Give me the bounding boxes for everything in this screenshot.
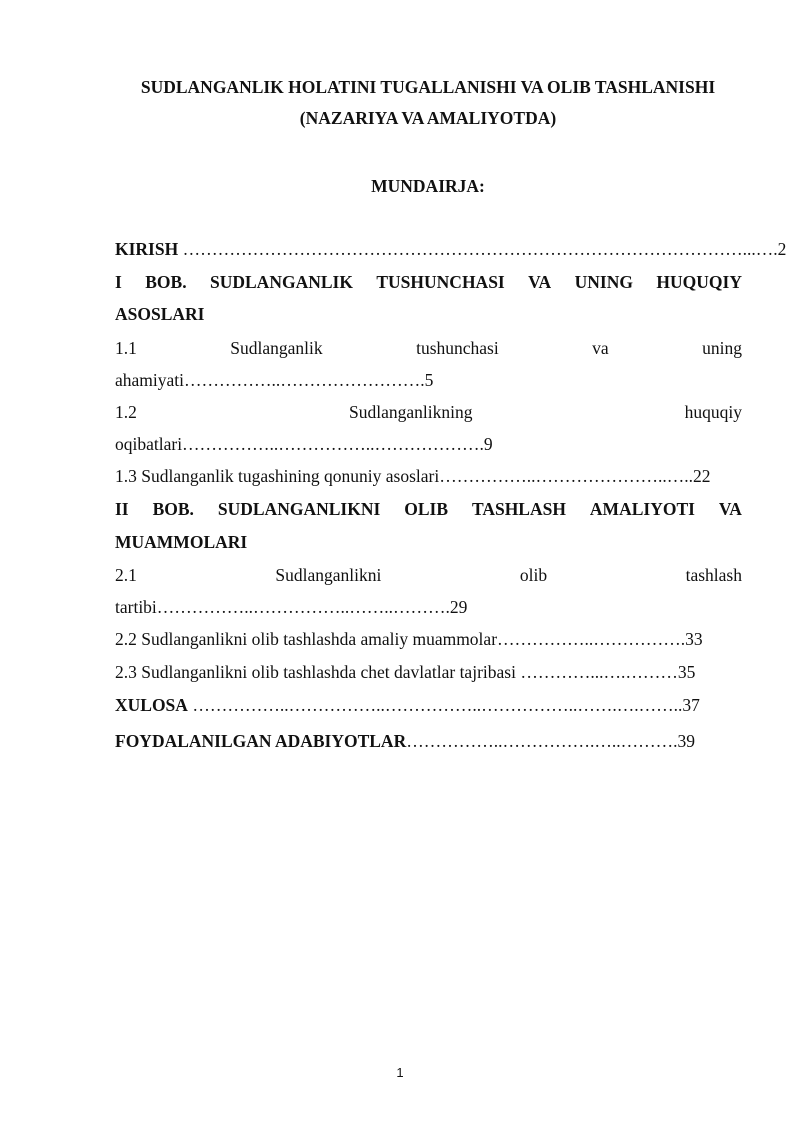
toc-section-word: tushunchasi: [416, 338, 499, 358]
toc-chapter-1-word: UNING: [574, 272, 633, 292]
toc-section-word: Sudlanganlikni: [275, 565, 382, 585]
toc-leader-dots: ……………………………………………………………………………………...…: [178, 239, 774, 259]
toc-section-1-1-line-2: ahamiyati……………..…………………….5: [115, 370, 434, 390]
toc-section-word: huquqiy: [684, 402, 742, 422]
toc-section-word: tashlash: [685, 565, 742, 585]
toc-chapter-2: [115, 498, 742, 520]
toc-chapter-1: [115, 271, 742, 293]
toc-chapter-2-word: TASHLASH: [471, 499, 566, 519]
toc-chapter-2-word: VA: [718, 499, 742, 519]
toc-section-1-1: [115, 337, 742, 359]
toc-section-word: Sudlanganlik: [230, 338, 323, 358]
toc-entry-adabiyotlar: [115, 730, 742, 752]
toc-page-number: .2: [773, 239, 787, 259]
page-title-line-1: SUDLANGANLIK HOLATINI TUGALLANISHI VA OLIB TASHLANISHI: [140, 77, 716, 97]
toc-chapter-2-word: BOB.: [152, 499, 194, 519]
toc-section-word: 2.1: [115, 565, 137, 585]
toc-chapter-1-word: BOB.: [145, 272, 187, 292]
toc-entry-xulosa-label: XULOSA: [115, 695, 188, 715]
toc-entry-adabiyotlar-label: FOYDALANILGAN ADABIYOTLAR: [115, 731, 407, 751]
toc-entry-kirish-label: KIRISH: [115, 239, 179, 259]
toc-heading: MUNDAIRJA:: [371, 176, 485, 196]
toc-chapter-1-line-2: ASOSLARI: [115, 304, 205, 324]
toc-section-1-2: [115, 401, 742, 423]
toc-chapter-1-word: SUDLANGANLIK: [210, 272, 353, 292]
toc-section-word: Sudlanganlikning: [349, 402, 473, 422]
toc-entry-kirish: [115, 238, 787, 260]
toc-leader-dots: ……………..…………….…..……….39: [406, 731, 695, 751]
toc-section-1-3: 1.3 Sudlanganlik tugashining qonuniy asoslari……………..…………………..…..22: [115, 466, 711, 486]
toc-chapter-1-word: TUSHUNCHASI: [376, 272, 505, 292]
toc-section-word: uning: [702, 338, 742, 358]
toc-chapter-1-word: VA: [528, 272, 552, 292]
toc-chapter-2-word: AMALIYOTI: [589, 499, 695, 519]
toc-chapter-2-word: SUDLANGANLIKNI: [217, 499, 381, 519]
toc-chapter-1-word: HUQUQIY: [656, 272, 742, 292]
toc-chapter-1-word: I: [115, 272, 122, 292]
toc-chapter-2-word: II: [115, 499, 129, 519]
toc-chapter-2-word: OLIB: [404, 499, 448, 519]
toc-entry-xulosa: [115, 694, 742, 716]
page-title-line-2: (NAZARIYA VA AMALIYOTDA): [299, 108, 557, 128]
toc-section-word: 1.1: [115, 338, 137, 358]
toc-section-2-2: 2.2 Sudlanganlikni olib tashlashda amaliy muammolar……………..…………….33: [115, 629, 703, 649]
toc-chapter-2-line-2: MUAMMOLARI: [115, 532, 248, 552]
toc-section-1-2-line-2: oqibatlari……………..……………..……………….9: [115, 434, 493, 454]
toc-section-2-1: [115, 564, 742, 586]
page-number: 1: [396, 1065, 404, 1080]
toc-leader-dots: ……………..……………..……………..……………..…….….……..37: [187, 695, 700, 715]
toc-section-word: 1.2: [115, 402, 137, 422]
toc-section-2-1-line-2: tartibi……………..……………..……..……….29: [115, 597, 468, 617]
toc-section-2-3: 2.3 Sudlanganlikni olib tashlashda chet davlatlar tajribasi …………...….………35: [115, 662, 696, 682]
toc-section-word: va: [592, 338, 609, 358]
toc-section-word: olib: [519, 565, 548, 585]
